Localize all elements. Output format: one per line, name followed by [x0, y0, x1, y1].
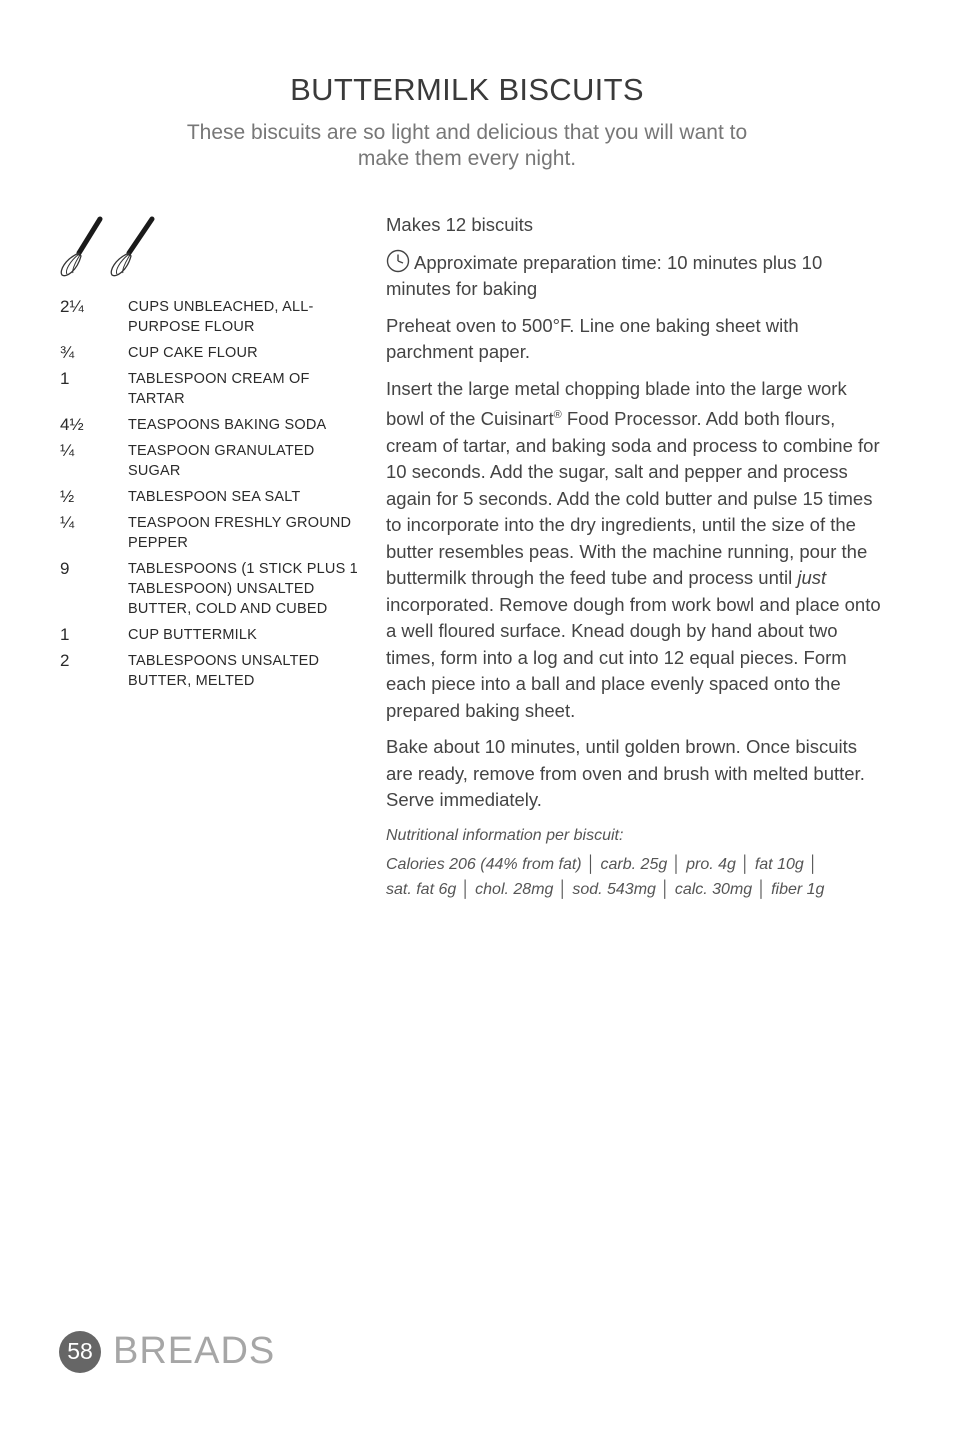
ingredient-name: TEASPOONS BAKING SODA — [128, 417, 327, 433]
ingredient-row — [60, 487, 360, 507]
ingredient-quantity: ½ — [60, 487, 75, 506]
step-preheat: Preheat oven to 500°F. Line one baking sheet with parchment paper. — [386, 314, 799, 362]
ingredient-quantity: 1 — [60, 625, 70, 644]
recipe-instructions — [386, 212, 881, 902]
step-process-text: incorporated. Remove dough from work bowl and place onto a well floured surface. Knead dough by hand about two times, form into a log and cut into 12 equal pieces. Form each piece into a ball and place evenly spaced onto the prepared baking sheet. — [386, 593, 881, 721]
ingredient-row — [60, 559, 360, 619]
ingredient-row — [60, 343, 360, 363]
ingredient-name: TABLESPOONS (1 STICK PLUS 1 TABLESPOON) UNSALTED BUTTER, COLD AND CUBED — [128, 561, 358, 617]
prep-time — [386, 249, 881, 303]
emphasis-just: just — [797, 567, 827, 589]
ingredient-quantity: 9 — [60, 559, 70, 578]
yield-text: Makes 12 biscuits — [386, 214, 534, 235]
ingredient-quantity: ¼ — [60, 513, 75, 532]
recipe-subtitle: These biscuits are so light and delicious that you will want to make them every night. — [186, 121, 748, 170]
step-process — [386, 376, 881, 725]
section-title: BREADS — [113, 1330, 276, 1372]
ingredient-quantity: ¾ — [60, 343, 75, 362]
ingredient-list — [60, 297, 360, 697]
ingredient-quantity: 2¼ — [60, 297, 84, 316]
whisk-icon — [111, 219, 152, 276]
ingredient-name: CUP CAKE FLOUR — [128, 345, 258, 361]
ingredient-quantity: 4½ — [60, 415, 84, 434]
ingredient-quantity: 1 — [60, 369, 70, 388]
ingredient-name: TEASPOON GRANULATED SUGAR — [128, 443, 315, 479]
ingredient-row — [60, 369, 360, 409]
page-footer — [59, 1330, 275, 1373]
ingredient-quantity: ¼ — [60, 441, 75, 460]
ingredient-name: CUPS UNBLEACHED, ALL-PURPOSE FLOUR — [128, 299, 314, 335]
nutrition-line: sat. fat 6g │ chol. 28mg │ sod. 543mg │ calc. 30mg │ fiber 1g — [386, 880, 825, 898]
prep-time-text: Approximate preparation time: 10 minutes plus 10 minutes for baking — [386, 251, 823, 299]
ingredient-row — [60, 513, 360, 553]
ingredient-name: TABLESPOON CREAM OF TARTAR — [128, 371, 310, 407]
ingredient-row — [60, 441, 360, 481]
ingredient-row — [60, 415, 360, 435]
registered-mark: ® — [553, 409, 562, 421]
ingredient-row — [60, 651, 360, 691]
step-bake: Bake about 10 minutes, until golden brown. Once biscuits are ready, remove from oven and brush with melted butter. Serve immediately. — [386, 736, 865, 811]
whisk-icon — [61, 219, 100, 276]
ingredient-name: TABLESPOONS UNSALTED BUTTER, MELTED — [128, 653, 320, 689]
step-process-text: Food Processor. Add both flours, cream of tartar, and baking soda and process to combine for 10 seconds. Add the sugar, salt and pepper and process again for 5 seconds. Add the cold butter and pulse 15 times to incorporate into the dry ingredients, until the size of the butter resembles peas. With the machine running, pour the buttermilk through the feed tube and process until — [386, 408, 880, 589]
nutrition-heading: Nutritional information per biscuit: — [386, 826, 624, 844]
ingredient-name: TABLESPOON SEA SALT — [128, 489, 301, 505]
page-number: 58 — [59, 1331, 101, 1373]
ingredient-name: TEASPOON FRESHLY GROUND PEPPER — [128, 515, 352, 551]
clock-icon — [386, 249, 410, 273]
recipe-title: BUTTERMILK BISCUITS — [290, 72, 644, 107]
nutrition-line: Calories 206 (44% from fat) │ carb. 25g │ pro. 4g │ fat 10g │ — [386, 855, 819, 873]
step-process-text: Insert the large metal chopping blade into the large work bowl of the Cuisinart — [386, 377, 847, 430]
ingredient-row — [60, 297, 360, 337]
difficulty-whisks — [57, 215, 162, 280]
ingredient-name: CUP BUTTERMILK — [128, 627, 258, 643]
ingredient-quantity: 2 — [60, 651, 70, 670]
ingredient-row — [60, 625, 360, 645]
